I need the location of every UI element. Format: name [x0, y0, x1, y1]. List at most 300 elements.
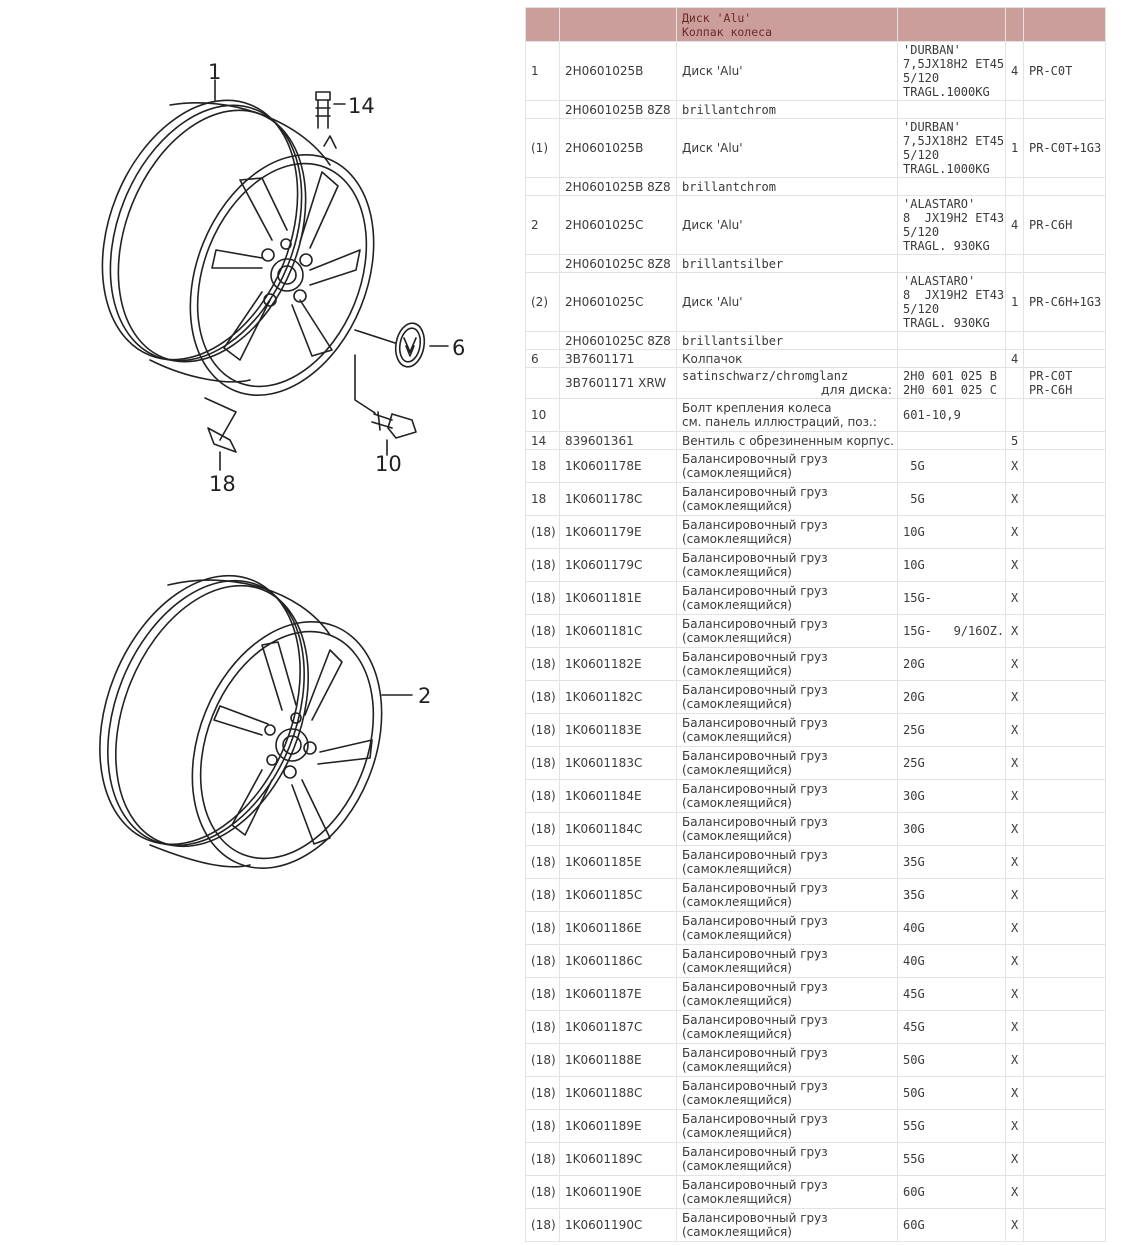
- table-row: [526, 516, 1106, 549]
- quantity-cell: [1006, 450, 1024, 483]
- quantity-cell-text: X: [1011, 1152, 1019, 1166]
- pr-code-cell: [1024, 516, 1106, 549]
- header-pos: [526, 8, 560, 42]
- position-cell: [526, 399, 560, 432]
- table-row: [526, 582, 1106, 615]
- part-number-cell-text: 1K0601190E: [565, 1185, 642, 1199]
- quantity-cell: [1006, 273, 1024, 332]
- pr-code-cell: [1024, 813, 1106, 846]
- description-cell: [677, 42, 898, 101]
- spec-cell: [898, 879, 1006, 912]
- position-cell: [526, 879, 560, 912]
- header-spec: [898, 8, 1006, 42]
- position-cell-text: (18): [531, 591, 556, 605]
- description-cell: [677, 1176, 898, 1209]
- header-qty: [1006, 8, 1024, 42]
- part-number-cell-text: 2H0601025C: [565, 218, 644, 232]
- position-cell-text: (18): [531, 1218, 556, 1232]
- position-cell-text: (2): [531, 295, 548, 309]
- quantity-cell: [1006, 483, 1024, 516]
- position-cell-text: 10: [531, 408, 547, 422]
- position-cell-text: (18): [531, 624, 556, 638]
- spec-cell: [898, 1110, 1006, 1143]
- position-cell: [526, 978, 560, 1011]
- position-cell-text: 6: [531, 351, 539, 366]
- position-cell-text: (18): [531, 855, 556, 869]
- quantity-cell: [1006, 747, 1024, 780]
- quantity-cell: [1006, 101, 1024, 119]
- pr-code-cell: [1024, 483, 1106, 516]
- table-row: [526, 273, 1106, 332]
- description-cell: [677, 196, 898, 255]
- table-row: [526, 101, 1106, 119]
- part-number-cell-text: 2H0601025B: [565, 141, 644, 155]
- part-number-cell: [560, 1110, 677, 1143]
- part-number-cell: [560, 846, 677, 879]
- position-cell-text: (18): [531, 987, 556, 1001]
- part-number-cell: [560, 945, 677, 978]
- position-cell-text: (18): [531, 921, 556, 935]
- table-row: [526, 1011, 1106, 1044]
- pr-code-cell: [1024, 582, 1106, 615]
- quantity-cell: [1006, 1143, 1024, 1176]
- callout-10: 10: [375, 452, 402, 476]
- pr-code-cell: [1024, 549, 1106, 582]
- description-cell-text: Балансировочный груз (самоклеящийся): [682, 485, 828, 513]
- position-cell-text: (18): [531, 888, 556, 902]
- description-cell-text: Балансировочный груз (самоклеящийся): [682, 881, 828, 909]
- description-cell: [677, 681, 898, 714]
- quantity-cell: [1006, 332, 1024, 350]
- pr-code-cell: [1024, 1143, 1106, 1176]
- quantity-cell: [1006, 399, 1024, 432]
- part-number-cell: [560, 332, 677, 350]
- pr-code-cell: [1024, 1209, 1106, 1242]
- pr-code-cell-text: PR-C0T+1G3: [1029, 141, 1102, 155]
- description-cell-text: Вентиль с обрезиненным корпус.: [682, 433, 894, 448]
- pr-code-cell: [1024, 1110, 1106, 1143]
- spec-cell-text: 'ALASTARO' 8 JX19H2 ET43 5/120 TRAGL. 930KG: [903, 274, 1005, 330]
- description-cell: [677, 119, 898, 178]
- table-row: [526, 714, 1106, 747]
- position-cell-text: (18): [531, 558, 556, 572]
- quantity-cell: [1006, 42, 1024, 101]
- position-cell: [526, 350, 560, 368]
- position-cell: [526, 615, 560, 648]
- description-cell: [677, 450, 898, 483]
- description-cell: [677, 273, 898, 332]
- part-number-cell: [560, 368, 677, 399]
- part-number-cell-text: 1K0601182E: [565, 657, 642, 671]
- quantity-cell: [1006, 196, 1024, 255]
- description-cell: [677, 846, 898, 879]
- quantity-cell: [1006, 1209, 1024, 1242]
- quantity-cell-text: X: [1011, 591, 1019, 605]
- position-cell: [526, 368, 560, 399]
- description-cell-text: Балансировочный груз (самоклеящийся): [682, 914, 828, 942]
- part-number-cell-text: 2H0601025C: [565, 295, 644, 309]
- table-row: [526, 350, 1106, 368]
- spec-cell-text: 15G-: [903, 591, 932, 605]
- description-cell-text: Балансировочный груз (самоклеящийся): [682, 815, 828, 843]
- description-cell-text: Диск 'Alu': [682, 64, 743, 78]
- pr-code-cell: [1024, 196, 1106, 255]
- pr-code-cell: [1024, 399, 1106, 432]
- quantity-cell: [1006, 714, 1024, 747]
- position-cell: [526, 1143, 560, 1176]
- spec-cell: [898, 399, 1006, 432]
- spec-cell: [898, 432, 1006, 450]
- part-number-cell: [560, 1176, 677, 1209]
- part-number-cell: [560, 1011, 677, 1044]
- part-number-cell-text: 2H0601025B 8Z8: [565, 179, 671, 194]
- callout-14: 14: [348, 94, 375, 118]
- description-cell-text: Балансировочный груз (самоклеящийся): [682, 1112, 828, 1140]
- description-cell: [677, 714, 898, 747]
- description-cell: [677, 747, 898, 780]
- part-number-cell-text: 1K0601188E: [565, 1053, 642, 1067]
- pr-code-cell: [1024, 615, 1106, 648]
- spec-cell-text: 2H0 601 025 B 2H0 601 025 C: [903, 369, 997, 397]
- quantity-cell-text: X: [1011, 888, 1019, 902]
- description-cell-text: Балансировочный груз (самоклеящийся): [682, 1079, 828, 1107]
- quantity-cell: [1006, 681, 1024, 714]
- part-number-cell-text: 1K0601178E: [565, 459, 642, 473]
- pr-code-cell: [1024, 1011, 1106, 1044]
- spec-cell: [898, 813, 1006, 846]
- spec-cell: [898, 483, 1006, 516]
- part-number-cell-text: 3B7601171 XRW: [565, 376, 667, 390]
- part-number-cell: [560, 273, 677, 332]
- spec-cell-text: 35G: [903, 855, 925, 869]
- position-cell-text: 18: [531, 492, 547, 506]
- description-cell-text: Болт крепления колеса: [682, 401, 832, 415]
- part-number-cell: [560, 483, 677, 516]
- spec-cell: [898, 350, 1006, 368]
- wheel-2-drawing: [62, 546, 416, 897]
- description-cell-text: Балансировочный груз (самоклеящийся): [682, 1145, 828, 1173]
- table-row: [526, 945, 1106, 978]
- position-cell: [526, 846, 560, 879]
- callout-18: 18: [209, 472, 236, 496]
- description-cell-text: Диск 'Alu': [682, 218, 743, 232]
- spec-cell-text: 10G: [903, 558, 925, 572]
- spec-cell-text: 5G: [903, 492, 925, 506]
- pr-code-cell: [1024, 912, 1106, 945]
- quantity-cell-text: X: [1011, 1218, 1019, 1232]
- part-number-cell: [560, 178, 677, 196]
- position-cell-text: (18): [531, 1053, 556, 1067]
- part-number-cell-text: 1K0601185E: [565, 855, 642, 869]
- quantity-cell: [1006, 582, 1024, 615]
- quantity-cell-text: X: [1011, 492, 1019, 506]
- quantity-cell-text: 1: [1011, 295, 1019, 309]
- spec-cell-text: 20G: [903, 690, 925, 704]
- description-cell-text: Балансировочный груз (самоклеящийся): [682, 947, 828, 975]
- part-number-cell-text: 839601361: [565, 433, 634, 448]
- description-cell: [677, 978, 898, 1011]
- table-row: [526, 196, 1106, 255]
- quantity-cell-text: X: [1011, 525, 1019, 539]
- description-cell: [677, 1110, 898, 1143]
- quantity-cell-text: X: [1011, 1185, 1019, 1199]
- quantity-cell-text: 4: [1011, 351, 1019, 366]
- quantity-cell-text: X: [1011, 690, 1019, 704]
- quantity-cell-text: X: [1011, 789, 1019, 803]
- position-cell: [526, 119, 560, 178]
- spec-cell: [898, 255, 1006, 273]
- description-cell: [677, 432, 898, 450]
- pr-code-cell: [1024, 780, 1106, 813]
- position-cell: [526, 549, 560, 582]
- table-row: [526, 255, 1106, 273]
- pr-code-cell: [1024, 432, 1106, 450]
- description-cell: [677, 813, 898, 846]
- spec-cell-text: 40G: [903, 954, 925, 968]
- spec-cell: [898, 101, 1006, 119]
- description-cell-text: Диск 'Alu': [682, 295, 743, 309]
- quantity-cell-text: X: [1011, 855, 1019, 869]
- part-number-cell-text: 2H0601025C 8Z8: [565, 256, 671, 271]
- spec-cell-text: 'ALASTARO' 8 JX19H2 ET43 5/120 TRAGL. 930KG: [903, 197, 1005, 253]
- part-number-cell: [560, 813, 677, 846]
- spec-cell: [898, 1209, 1006, 1242]
- pr-code-cell: [1024, 879, 1106, 912]
- position-cell: [526, 42, 560, 101]
- position-cell-text: (18): [531, 1020, 556, 1034]
- spec-cell: [898, 516, 1006, 549]
- position-cell: [526, 483, 560, 516]
- spec-cell: [898, 945, 1006, 978]
- description-cell: [677, 615, 898, 648]
- table-row: [526, 1044, 1106, 1077]
- description-cell: [677, 912, 898, 945]
- position-cell-text: (1): [531, 141, 548, 155]
- spec-cell: [898, 1011, 1006, 1044]
- spec-cell: [898, 178, 1006, 196]
- table-row: [526, 978, 1106, 1011]
- position-cell: [526, 1011, 560, 1044]
- table-row: [526, 1209, 1106, 1242]
- spec-cell-text: 25G: [903, 723, 925, 737]
- position-cell: [526, 178, 560, 196]
- part-number-cell-text: 1K0601187C: [565, 1020, 643, 1034]
- part-number-cell-text: 1K0601183C: [565, 756, 643, 770]
- header-title: [677, 8, 898, 42]
- quantity-cell-text: X: [1011, 756, 1019, 770]
- quantity-cell: [1006, 648, 1024, 681]
- description-cell-text: Балансировочный груз (самоклеящийся): [682, 518, 828, 546]
- part-number-cell: [560, 978, 677, 1011]
- description-cell: [677, 582, 898, 615]
- part-number-cell-text: 1K0601185C: [565, 888, 643, 902]
- pr-code-cell: [1024, 1077, 1106, 1110]
- part-number-cell: [560, 879, 677, 912]
- position-cell-text: 1: [531, 64, 539, 78]
- spec-cell: [898, 1044, 1006, 1077]
- spec-cell-text: 55G: [903, 1152, 925, 1166]
- description-cell: [677, 1209, 898, 1242]
- part-number-cell: [560, 350, 677, 368]
- description-cell-text: Балансировочный груз (самоклеящийся): [682, 584, 828, 612]
- quantity-cell: [1006, 1011, 1024, 1044]
- pr-code-cell: [1024, 42, 1106, 101]
- pr-code-cell: [1024, 450, 1106, 483]
- description-cell-text: Балансировочный груз (самоклеящийся): [682, 716, 828, 744]
- pr-code-cell-text: PR-C0T PR-C6H: [1029, 369, 1073, 397]
- part-number-cell-text: 1K0601186C: [565, 954, 643, 968]
- header-code: [1024, 8, 1106, 42]
- quantity-cell: [1006, 119, 1024, 178]
- quantity-cell: [1006, 1110, 1024, 1143]
- quantity-cell: [1006, 1077, 1024, 1110]
- description-cell: [677, 648, 898, 681]
- part-number-cell-text: 2H0601025B: [565, 64, 644, 78]
- description-cell: [677, 350, 898, 368]
- table-row: [526, 178, 1106, 196]
- position-cell-text: (18): [531, 822, 556, 836]
- parts-illustration: [0, 0, 520, 1245]
- table-row: [526, 368, 1106, 399]
- description-cell-text: Диск 'Alu': [682, 141, 743, 155]
- description-cell-text: brillantchrom: [682, 102, 776, 117]
- quantity-cell-text: X: [1011, 921, 1019, 935]
- position-cell: [526, 813, 560, 846]
- position-cell-text: (18): [531, 690, 556, 704]
- spec-cell: [898, 912, 1006, 945]
- quantity-cell-text: 4: [1011, 64, 1019, 78]
- part-number-cell: [560, 1077, 677, 1110]
- quantity-cell-text: 1: [1011, 141, 1019, 155]
- pr-code-cell: [1024, 178, 1106, 196]
- description-cell: [677, 1077, 898, 1110]
- spec-cell: [898, 119, 1006, 178]
- table-row: [526, 615, 1106, 648]
- position-cell: [526, 516, 560, 549]
- position-cell-text: (18): [531, 1119, 556, 1133]
- description-cell: [677, 945, 898, 978]
- table-row: [526, 1110, 1106, 1143]
- spec-cell: [898, 273, 1006, 332]
- description-cell: [677, 399, 898, 432]
- position-cell: [526, 196, 560, 255]
- quantity-cell: [1006, 516, 1024, 549]
- position-cell: [526, 648, 560, 681]
- description-cell-text: Балансировочный груз (самоклеящийся): [682, 848, 828, 876]
- description-cell-text: Балансировочный груз (самоклеящийся): [682, 1211, 828, 1239]
- description-cell: [677, 1143, 898, 1176]
- position-cell: [526, 714, 560, 747]
- quantity-cell: [1006, 255, 1024, 273]
- position-cell-text: (18): [531, 789, 556, 803]
- pr-code-cell: [1024, 1044, 1106, 1077]
- table-row: [526, 432, 1106, 450]
- table-row: [526, 813, 1106, 846]
- table-row: [526, 747, 1106, 780]
- pr-code-cell: [1024, 978, 1106, 1011]
- spec-cell-text: 45G: [903, 1020, 925, 1034]
- spec-cell: [898, 332, 1006, 350]
- part-number-cell-text: 1K0601187E: [565, 987, 642, 1001]
- spec-cell-text: 5G: [903, 459, 925, 473]
- wheel-1-drawing: [66, 71, 428, 452]
- part-number-cell: [560, 747, 677, 780]
- spec-cell-text: 20G: [903, 657, 925, 671]
- table-row: [526, 780, 1106, 813]
- spec-cell: [898, 714, 1006, 747]
- pr-code-cell-text: PR-C0T: [1029, 64, 1073, 78]
- pr-code-cell: [1024, 945, 1106, 978]
- position-cell-text: (18): [531, 1185, 556, 1199]
- pr-code-cell: [1024, 273, 1106, 332]
- part-number-cell: [560, 582, 677, 615]
- description-cell-text: Балансировочный груз (самоклеящийся): [682, 1178, 828, 1206]
- part-number-cell-text: 1K0601181C: [565, 624, 643, 638]
- part-number-cell-text: 1K0601181E: [565, 591, 642, 605]
- spec-cell: [898, 196, 1006, 255]
- quantity-cell-text: X: [1011, 624, 1019, 638]
- position-cell: [526, 945, 560, 978]
- table-row: [526, 846, 1106, 879]
- quantity-cell: [1006, 1176, 1024, 1209]
- position-cell: [526, 1176, 560, 1209]
- part-number-cell-text: 1K0601178C: [565, 492, 643, 506]
- part-number-cell-text: 1K0601179E: [565, 525, 642, 539]
- position-cell-text: (18): [531, 1086, 556, 1100]
- part-number-cell-text: 1K0601190C: [565, 1218, 643, 1232]
- pr-code-cell: [1024, 648, 1106, 681]
- callout-6: 6: [452, 336, 466, 360]
- spec-cell-text: 60G: [903, 1185, 925, 1199]
- pr-code-cell: [1024, 1176, 1106, 1209]
- quantity-cell: [1006, 432, 1024, 450]
- spec-cell-text: 50G: [903, 1086, 925, 1100]
- part-number-cell-text: 3B7601171: [565, 351, 635, 366]
- spec-cell: [898, 450, 1006, 483]
- quantity-cell: [1006, 178, 1024, 196]
- description-note: для диска:: [820, 382, 892, 397]
- quantity-cell-text: X: [1011, 657, 1019, 671]
- description-cell: [677, 1044, 898, 1077]
- description-cell: [677, 255, 898, 273]
- quantity-cell-text: 4: [1011, 218, 1019, 232]
- position-cell-text: (18): [531, 723, 556, 737]
- position-cell-text: 2: [531, 218, 539, 232]
- pr-code-cell: [1024, 368, 1106, 399]
- spec-cell-text: 'DURBAN' 7,5JX18H2 ET45 5/120 TRAGL.1000KG: [903, 120, 1005, 176]
- position-cell-text: (18): [531, 657, 556, 671]
- quantity-cell-text: X: [1011, 1053, 1019, 1067]
- description-cell: [677, 549, 898, 582]
- description-cell: [677, 780, 898, 813]
- table-body: [526, 42, 1106, 1242]
- quantity-cell: [1006, 978, 1024, 1011]
- description-cell-text: Балансировочный груз (самоклеящийся): [682, 650, 828, 678]
- description-cell: [677, 483, 898, 516]
- part-number-cell: [560, 399, 677, 432]
- part-number-cell-text: 1K0601188C: [565, 1086, 643, 1100]
- description-cell: [677, 516, 898, 549]
- table-row: [526, 450, 1106, 483]
- quantity-cell: [1006, 912, 1024, 945]
- quantity-cell-text: 5: [1011, 433, 1019, 448]
- table-row: [526, 42, 1106, 101]
- part-number-cell: [560, 255, 677, 273]
- part-number-cell: [560, 1209, 677, 1242]
- part-number-cell: [560, 1044, 677, 1077]
- part-number-cell: [560, 101, 677, 119]
- quantity-cell-text: X: [1011, 723, 1019, 737]
